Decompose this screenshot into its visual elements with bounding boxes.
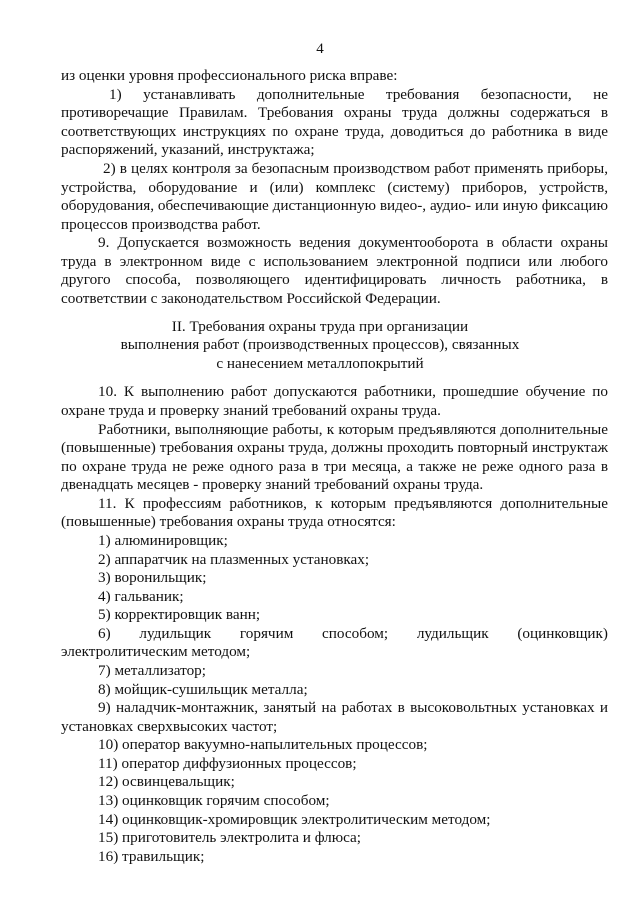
text-line: охране труда и проверку знаний требований охраны труда. xyxy=(61,402,441,419)
text-line: двенадцать месяцев - проверку знаний требований охраны труда. xyxy=(61,476,484,493)
text-line: оборудования, обеспечивающие дистанционную видео-, аудио- или иную фиксацию xyxy=(61,197,608,214)
text-line: (повышенные) требования охраны труда относятся: xyxy=(61,513,396,530)
text-line: (повышенные) требования охраны труда, должны проходить повторный инструктаж xyxy=(61,439,608,456)
list-item: 1) алюминировщик; xyxy=(98,532,228,549)
text-line: 2) в целях контроля за безопасным производством работ применять приборы, xyxy=(103,160,608,177)
list-item: 2) аппаратчик на плазменных установках; xyxy=(98,551,370,568)
page-number: 4 xyxy=(316,41,324,57)
text-line: процессов производства работ. xyxy=(61,216,261,233)
text-line: устройства, оборудование и (или) комплекс (систему) приборов, устройств, xyxy=(61,179,608,196)
text-line: 1) устанавливать дополнительные требования безопасности, не xyxy=(109,86,608,103)
list-item: 16) травильщик; xyxy=(98,848,205,865)
text-line: из оценки уровня профессионального риска вправе: xyxy=(61,67,398,84)
list-item: 5) корректировщик ванн; xyxy=(98,606,261,623)
text-line: 11. К профессиям работников, к которым предъявляются дополнительные xyxy=(98,495,608,512)
list-item: 15) приготовитель электролита и флюса; xyxy=(98,829,361,846)
section-heading: II. Требования охраны труда при организации xyxy=(171,318,469,335)
text-line: Работники, выполняющие работы, к которым предъявляются дополнительные xyxy=(98,421,608,438)
text-line: 9. Допускается возможность ведения документооборота в области охраны xyxy=(98,234,608,251)
list-item: 9) наладчик-монтажник, занятый на работах в высоковольтных установках и xyxy=(98,699,608,716)
text-line: по охране труда не реже одного раза в три месяца, а также не реже одного раза в xyxy=(61,458,608,475)
list-item: 13) оцинковщик горячим способом; xyxy=(98,792,330,809)
text-line: соответствии с законодательством Российской Федерации. xyxy=(61,290,441,307)
list-item: 12) освинцевальщик; xyxy=(98,773,235,790)
list-item: 4) гальваник; xyxy=(98,588,184,605)
text-line: труда в электронном виде с использованием электронной подписи или любого xyxy=(61,253,608,270)
list-item: 3) воронильщик; xyxy=(98,569,207,586)
list-item: 14) оцинковщик-хромировщик электролитическим методом; xyxy=(98,811,491,828)
text-line: другого способа, позволяющего идентифицировать личность работника, в xyxy=(61,271,608,288)
text-line: соответствующих инструкциях по охране труда, доводиться до работника в виде xyxy=(61,123,608,140)
text-line: распоряжений, указаний, инструктажа; xyxy=(61,141,315,158)
text-line: противоречащие Правилам. Требования охраны труда должны содержаться в xyxy=(61,104,608,121)
list-item: 10) оператор вакуумно-напылительных процессов; xyxy=(98,736,428,753)
list-item: электролитическим методом; xyxy=(61,643,251,660)
section-heading: с нанесением металлопокрытий xyxy=(216,355,424,372)
list-item: 7) металлизатор; xyxy=(98,662,206,679)
list-item: 8) мойщик-сушильщик металла; xyxy=(98,681,308,698)
list-item: 6) лудильщик горячим способом; лудильщик (оцинковщик) xyxy=(98,625,608,642)
list-item: установках сверхвысоких частот; xyxy=(61,718,278,735)
section-heading: выполнения работ (производственных процессов), связанных xyxy=(120,336,520,353)
list-item: 11) оператор диффузионных процессов; xyxy=(98,755,357,772)
text-line: 10. К выполнению работ допускаются работники, прошедшие обучение по xyxy=(98,383,608,400)
